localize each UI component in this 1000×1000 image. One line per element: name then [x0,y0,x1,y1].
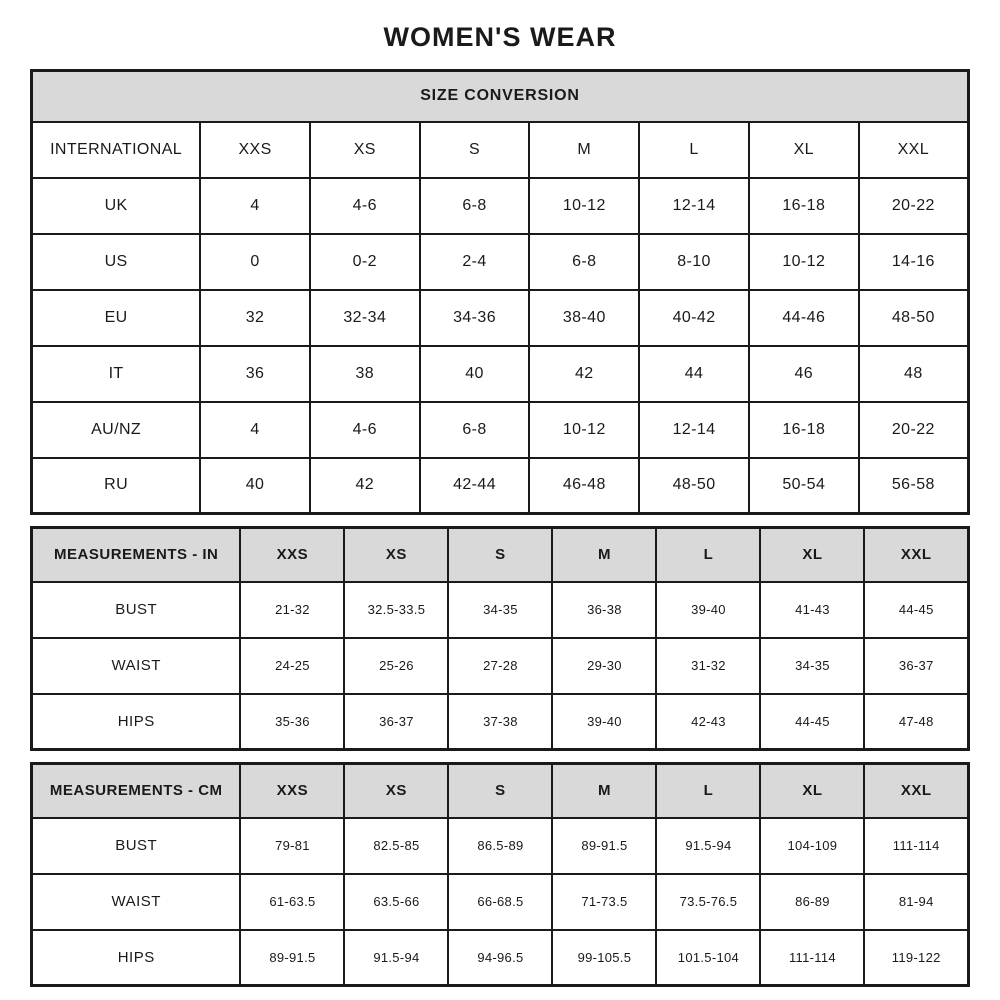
cell-it-xxl: 48 [859,346,969,402]
cell-hips-cm-l: 101.5-104 [656,930,760,986]
cell-us-xxl: 14-16 [859,234,969,290]
cell-ru-xxl: 56-58 [859,458,969,514]
cell-aunz-xxl: 20-22 [859,402,969,458]
cell-waist-cm-xxl: 81-94 [864,874,968,930]
cell-aunz-l: 12-14 [639,402,749,458]
cell-uk-s: 6-8 [420,178,530,234]
cell-it-xxs: 36 [200,346,310,402]
cell-eu-xxs: 32 [200,290,310,346]
cell-bust-cm-xxs: 79-81 [240,818,344,874]
cm-header-l: L [656,764,760,818]
cell-hips-cm-m: 99-105.5 [552,930,656,986]
cell-uk-xxl: 20-22 [859,178,969,234]
cell-uk-xs: 4-6 [310,178,420,234]
cm-header-m: M [552,764,656,818]
cell-bust-in-s: 34-35 [448,582,552,638]
cell-waist-cm-xs: 63.5-66 [344,874,448,930]
cm-header-xxs: XXS [240,764,344,818]
cell-bust-in-xs: 32.5-33.5 [344,582,448,638]
cell-eu-xs: 32-34 [310,290,420,346]
column-header-s: S [420,122,530,178]
cell-hips-in-l: 42-43 [656,694,760,750]
measurements-cm-header-row [32,764,969,818]
row-label-it: IT [32,346,201,402]
column-header-international: INTERNATIONAL [32,122,201,178]
cell-eu-s: 34-36 [420,290,530,346]
cell-bust-cm-xl: 104-109 [760,818,864,874]
cell-ru-xs: 42 [310,458,420,514]
cell-aunz-xs: 4-6 [310,402,420,458]
cell-bust-cm-xs: 82.5-85 [344,818,448,874]
cell-uk-xl: 16-18 [749,178,859,234]
cell-waist-cm-xxs: 61-63.5 [240,874,344,930]
measurements-in-header-row [32,528,969,582]
column-header-xl: XL [749,122,859,178]
row-label-waist-cm: WAIST [32,874,241,930]
cell-aunz-xl: 16-18 [749,402,859,458]
cell-hips-in-s: 37-38 [448,694,552,750]
table-row-hips-cm [32,930,969,986]
cell-eu-xl: 44-46 [749,290,859,346]
in-header-l: L [656,528,760,582]
cell-hips-in-xxl: 47-48 [864,694,968,750]
cell-uk-l: 12-14 [639,178,749,234]
cell-it-s: 40 [420,346,530,402]
cell-waist-in-xxl: 36-37 [864,638,968,694]
cell-us-xs: 0-2 [310,234,420,290]
table-row-uk [32,178,969,234]
cell-ru-s: 42-44 [420,458,530,514]
table-row-aunz [32,402,969,458]
in-header-xl: XL [760,528,864,582]
table-row-eu [32,290,969,346]
in-header-s: S [448,528,552,582]
cell-it-l: 44 [639,346,749,402]
table-row-bust-in [32,582,969,638]
measurements-cm-title: MEASUREMENTS - CM [32,764,241,818]
size-conversion-header-row [32,122,969,178]
cell-hips-cm-s: 94-96.5 [448,930,552,986]
cell-aunz-s: 6-8 [420,402,530,458]
cell-bust-cm-s: 86.5-89 [448,818,552,874]
cell-waist-cm-l: 73.5-76.5 [656,874,760,930]
table-row-waist-in [32,638,969,694]
cell-bust-cm-l: 91.5-94 [656,818,760,874]
in-header-xs: XS [344,528,448,582]
row-label-us: US [32,234,201,290]
row-label-hips-in: HIPS [32,694,241,750]
cell-us-xl: 10-12 [749,234,859,290]
cell-us-xxs: 0 [200,234,310,290]
measurements-cm-table [30,762,970,987]
cell-bust-in-l: 39-40 [656,582,760,638]
cell-ru-l: 48-50 [639,458,749,514]
table-row-bust-cm [32,818,969,874]
cell-it-xs: 38 [310,346,420,402]
cell-waist-in-m: 29-30 [552,638,656,694]
column-header-xs: XS [310,122,420,178]
row-label-aunz: AU/NZ [32,402,201,458]
column-header-l: L [639,122,749,178]
cell-hips-cm-xs: 91.5-94 [344,930,448,986]
table-row-ru [32,458,969,514]
cell-bust-in-m: 36-38 [552,582,656,638]
cell-eu-l: 40-42 [639,290,749,346]
cell-bust-in-xxl: 44-45 [864,582,968,638]
cell-bust-in-xl: 41-43 [760,582,864,638]
cm-header-s: S [448,764,552,818]
cell-waist-in-xl: 34-35 [760,638,864,694]
cell-waist-cm-xl: 86-89 [760,874,864,930]
cell-uk-xxs: 4 [200,178,310,234]
row-label-ru: RU [32,458,201,514]
size-conversion-title: SIZE CONVERSION [32,71,969,122]
row-label-eu: EU [32,290,201,346]
cell-uk-m: 10-12 [529,178,639,234]
cell-waist-cm-s: 66-68.5 [448,874,552,930]
cell-hips-in-xxs: 35-36 [240,694,344,750]
cell-waist-cm-m: 71-73.5 [552,874,656,930]
page-title: WOMEN'S WEAR [383,22,617,52]
cell-hips-in-xl: 44-45 [760,694,864,750]
table-row-us [32,234,969,290]
row-label-hips-cm: HIPS [32,930,241,986]
cell-ru-xxs: 40 [200,458,310,514]
cell-it-m: 42 [529,346,639,402]
in-header-m: M [552,528,656,582]
in-header-xxl: XXL [864,528,968,582]
cell-waist-in-s: 27-28 [448,638,552,694]
table-row-hips-in [32,694,969,750]
cell-waist-in-l: 31-32 [656,638,760,694]
row-label-bust-cm: BUST [32,818,241,874]
cell-bust-in-xxs: 21-32 [240,582,344,638]
row-label-bust-in: BUST [32,582,241,638]
cell-us-l: 8-10 [639,234,749,290]
column-header-xxs: XXS [200,122,310,178]
measurements-in-table [30,526,970,751]
cell-hips-cm-xl: 111-114 [760,930,864,986]
cell-eu-m: 38-40 [529,290,639,346]
row-label-uk: UK [32,178,201,234]
cell-bust-cm-m: 89-91.5 [552,818,656,874]
cell-waist-in-xxs: 24-25 [240,638,344,694]
size-conversion-table [30,69,970,515]
cell-us-m: 6-8 [529,234,639,290]
column-header-m: M [529,122,639,178]
cell-hips-cm-xxs: 89-91.5 [240,930,344,986]
column-header-xxl: XXL [859,122,969,178]
cell-it-xl: 46 [749,346,859,402]
measurements-in-title: MEASUREMENTS - IN [32,528,241,582]
cell-ru-xl: 50-54 [749,458,859,514]
cm-header-xl: XL [760,764,864,818]
cm-header-xs: XS [344,764,448,818]
cell-aunz-m: 10-12 [529,402,639,458]
cell-waist-in-xs: 25-26 [344,638,448,694]
cell-eu-xxl: 48-50 [859,290,969,346]
cell-hips-in-xs: 36-37 [344,694,448,750]
table-row-it [32,346,969,402]
size-conversion-banner-row [32,71,969,122]
cell-bust-cm-xxl: 111-114 [864,818,968,874]
cell-hips-cm-xxl: 119-122 [864,930,968,986]
cell-us-s: 2-4 [420,234,530,290]
cell-aunz-xxs: 4 [200,402,310,458]
cell-hips-in-m: 39-40 [552,694,656,750]
row-label-waist-in: WAIST [32,638,241,694]
table-row-waist-cm [32,874,969,930]
cell-ru-m: 46-48 [529,458,639,514]
cm-header-xxl: XXL [864,764,968,818]
in-header-xxs: XXS [240,528,344,582]
